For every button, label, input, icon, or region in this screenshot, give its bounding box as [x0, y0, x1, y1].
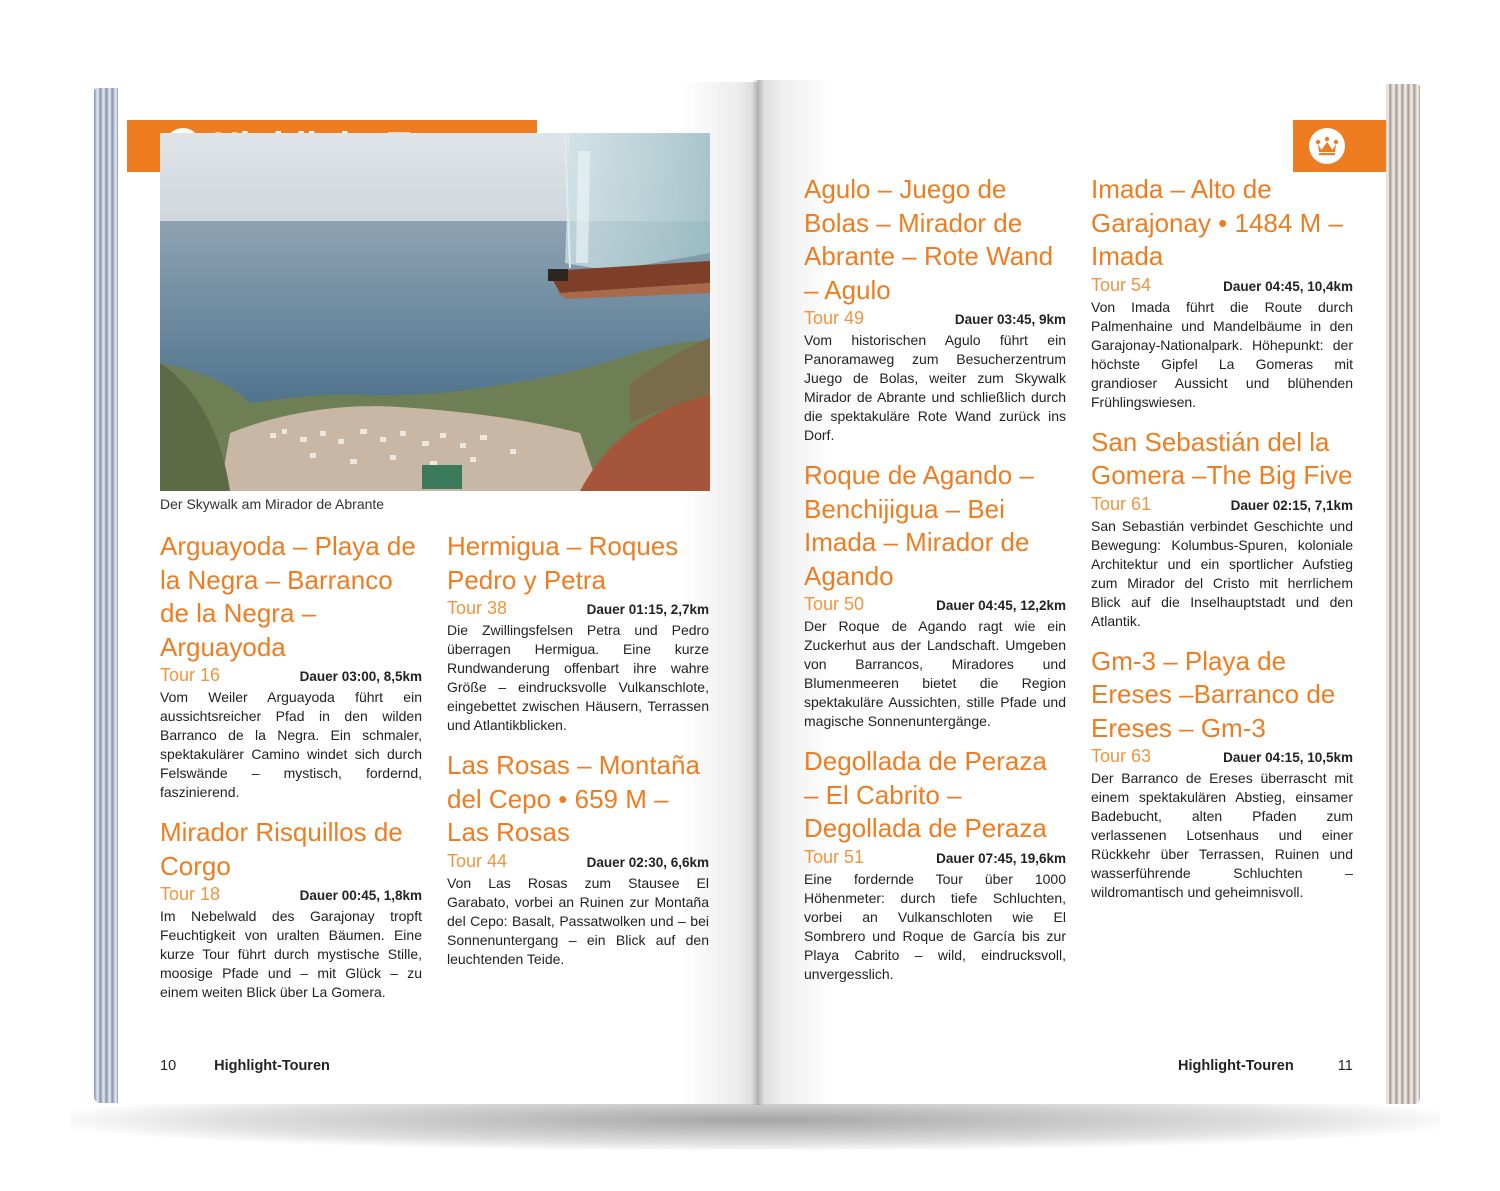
- tour-number: Tour 18: [160, 884, 221, 904]
- tour-entry: [1091, 173, 1353, 412]
- page-number: 11: [1337, 1058, 1353, 1074]
- tour-column-3: [804, 173, 1066, 998]
- skywalk-photo: [160, 133, 710, 491]
- tour-duration: Dauer 07:45, 19,6km: [936, 850, 1066, 866]
- tour-entry: [447, 749, 709, 969]
- tour-duration: Dauer 01:15, 2,7km: [586, 602, 709, 617]
- tour-number: Tour 63: [1091, 746, 1152, 766]
- tour-description: San Sebastián verbindet Geschichte und Bewegung: Kolumbus-Spuren, koloniale Architektur und ein sportlicher Aufstieg zum Mirador del Cristo mit herrlichem Blick auf die Inselhauptstadt und den Atlantik.: [1091, 517, 1353, 629]
- tour-duration: Dauer 04:45, 10,4km: [1223, 278, 1353, 294]
- tour-number: Tour 61: [1091, 493, 1152, 514]
- tour-description: Vom Weiler Arguayoda führt ein aussichtsreicher Pfad in den wilden Barranco de la Negra. Ein schmaler, spektakulärer Camino windet sich durch Felswände – mystisch, fordernd, faszinierend.: [160, 689, 422, 800]
- running-section-title: Highlight-Touren: [214, 1058, 330, 1074]
- crown-icon: [1309, 128, 1345, 164]
- page-number: 10: [160, 1058, 177, 1074]
- tour-duration: Dauer 04:45, 12,2km: [936, 598, 1066, 613]
- tour-title: San Sebastián del la Gomera –The Big Five: [1091, 426, 1353, 490]
- tour-title: Gm-3 – Playa de Ereses –Barranco de Ereses – Gm-3: [1091, 645, 1336, 743]
- tour-entry: [804, 459, 1066, 731]
- tour-number: Tour 44: [447, 850, 508, 871]
- tour-entry: [1091, 426, 1353, 631]
- tour-title: Arguayoda – Playa de la Negra – Barranco de la Negra –Arguayoda: [160, 531, 416, 662]
- book-gutter: [752, 80, 764, 1105]
- tour-title: Agulo – Juego de Bolas – Mirador de Abrante – Rote Wand – Agulo: [804, 174, 1054, 305]
- tour-number: Tour 16: [160, 665, 221, 685]
- tour-description: Von Imada führt die Route durch Palmenhaine und Mandelbäume in den Garajonay-Nationalpark. Höhepunkt: der höchste Gipfel La Gomeras mit grandioser Aussicht und blühenden Frühlingswiesen.: [1091, 298, 1353, 410]
- tour-entry: [804, 745, 1066, 984]
- tour-duration: Dauer 00:45, 1,8km: [299, 888, 422, 903]
- tour-number: Tour 49: [804, 308, 865, 328]
- tour-description: Von Las Rosas zum Stausee El Garabato, vorbei an Ruinen zur Montaña del Cepo: Basalt, Passatwolken und – bei Sonnenuntergang – ein Blick auf den leuchtenden Teide.: [447, 874, 709, 967]
- tour-number: Tour 50: [804, 594, 865, 614]
- tour-column-1: [160, 530, 422, 1016]
- footer-left: [160, 1058, 330, 1074]
- tour-column-4: [1091, 173, 1353, 916]
- tour-duration: Dauer 02:15, 7,1km: [1230, 497, 1353, 513]
- tour-description: Der Roque de Agando ragt wie ein Zuckerhut aus der Landschaft. Umgeben von Barrancos, Miradores und Blumenmeeren bietet die Region spektakuläre Aussichten, stille Pfade und magische Sonnenuntergänge.: [804, 618, 1066, 729]
- section-banner-right: [1293, 120, 1386, 172]
- tour-description: Eine fordernde Tour über 1000 Höhenmeter: durch tiefe Schluchten, vorbei an Vulkanschloten wie El Sombrero und Roque de García bis zur Playa Cabrito – wild, eindrucksvoll, unvergesslich.: [804, 870, 1066, 982]
- tour-entry: [1091, 645, 1353, 903]
- tour-description: Die Zwillingsfelsen Petra und Pedro überragen Hermigua. Eine kurze Rundwanderung offenbart ihre wahre Größe – eindrucksvolle Vulkanschlote, eingebettet zwischen Häusern, Terrassen und Atlantikblicken.: [447, 622, 709, 733]
- tour-entry: [160, 816, 422, 1002]
- tour-entry: [804, 173, 1066, 445]
- tour-title: Mirador Risquillos de Corgo: [160, 817, 403, 881]
- tour-duration: Dauer 02:30, 6,6km: [586, 854, 709, 870]
- tour-duration: Dauer 03:00, 8,5km: [299, 669, 422, 684]
- tour-title: Degollada de Peraza – El Cabrito – Degollada de Peraza: [804, 746, 1047, 843]
- tour-column-2: [447, 530, 709, 983]
- tour-duration: Dauer 03:45, 9km: [954, 312, 1066, 327]
- tour-title: Imada – Alto de Garajonay • 1484 M – Imada: [1091, 174, 1343, 271]
- tour-duration: Dauer 04:15, 10,5km: [1223, 750, 1353, 765]
- book-edge-right: [1384, 84, 1420, 1104]
- tour-number: Tour 38: [447, 598, 508, 618]
- tour-entry: [160, 530, 422, 802]
- tour-description: Im Nebelwald des Garajonay tropft Feuchtigkeit von uralten Bäumen. Eine kurze Tour führt durch mystische Stille, moosige Pfade und – mit Glück – zu einem weiten Blick über La Gomera.: [160, 908, 422, 1000]
- tour-description: Vom historischen Agulo führt ein Panoramaweg zum Besucherzentrum Juego de Bolas, weiter zum Skywalk Mirador de Abrante und schließlich durch die spektakuläre Rote Wand zurück ins Dorf.: [804, 332, 1066, 443]
- tour-description: Der Barranco de Ereses überrascht mit einem spektakulären Abstieg, einsamer Badebucht, alten Pfaden zum verlassenen Lotsenhaus und einer Rückkehr über Terrassen, Ruinen und wasserführende Schluchten – wildromantisch und geheimnisvoll.: [1091, 770, 1353, 900]
- tour-title: Las Rosas – Montaña del Cepo • 659 M – Las Rosas: [447, 750, 700, 847]
- tour-number: Tour 51: [804, 846, 865, 867]
- tour-title: Roque de Agando – Benchijigua – Bei Imada – Mirador de Agando: [804, 460, 1034, 591]
- running-section-title: Highlight-Touren: [1178, 1058, 1294, 1074]
- footer-right: [1178, 1058, 1353, 1074]
- tour-number: Tour 54: [1091, 274, 1152, 295]
- tour-entry: [447, 530, 709, 735]
- photo-caption: Der Skywalk am Mirador de Abrante: [160, 496, 385, 512]
- tour-title: Hermigua – Roques Pedro y Petra: [447, 531, 679, 595]
